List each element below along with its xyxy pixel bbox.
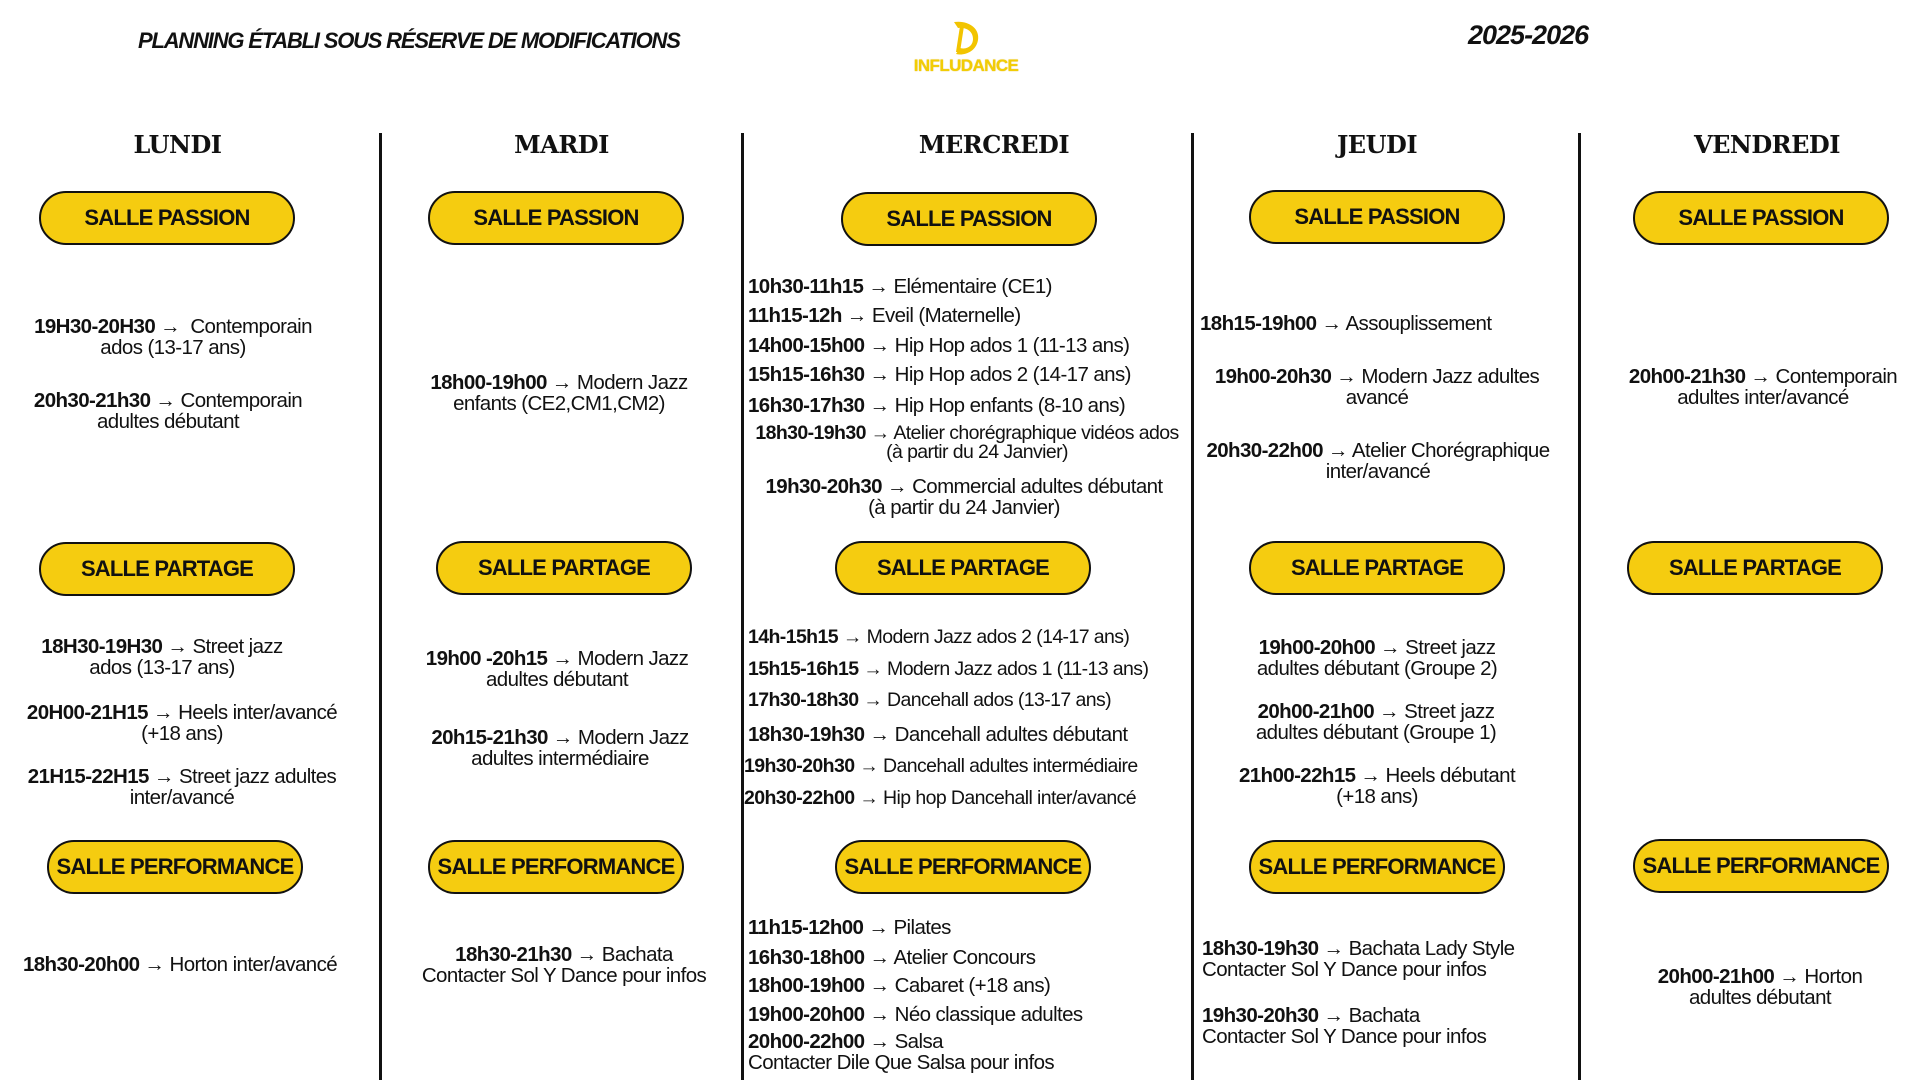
day-title: VENDREDI <box>1694 130 1840 159</box>
class-item: 11h15-12h → Eveil (Maternelle) <box>748 304 1021 327</box>
season-year: 2025-2026 <box>1468 20 1589 50</box>
room-performance: SALLE PERFORMANCE <box>1633 839 1889 893</box>
day-column-mardi <box>382 0 741 1080</box>
class-item: 15h15-16h30 → Hip Hop ados 2 (14-17 ans) <box>748 363 1131 386</box>
planning-disclaimer: PLANNING ÉTABLI SOUS RÉSERVE DE MODIFICATIONS <box>138 28 680 53</box>
class-item: 19H30-20H30 → Contemporain ados (13-17 ans) <box>34 315 312 359</box>
class-item: 18h30-19h30 → Bachata Lady Style Contacter Sol Y Dance pour infos <box>1202 937 1515 981</box>
room-partage: SALLE PARTAGE <box>1249 541 1505 595</box>
day-title: MERCREDI <box>918 130 1070 159</box>
class-item: 18h15-19h00 → Assouplissement <box>1200 312 1492 335</box>
room-performance: SALLE PERFORMANCE <box>1249 840 1505 894</box>
room-performance: SALLE PERFORMANCE <box>428 840 684 894</box>
class-item: 21H15-22H15 → Street jazz adultes inter/avancé <box>27 765 337 809</box>
class-item: 20h30-22h00 → Atelier Chorégraphique inter/avancé <box>1206 439 1550 483</box>
logo-text: INFLUDANCE <box>913 56 1019 75</box>
room-partage: SALLE PARTAGE <box>835 541 1091 595</box>
class-item: 19h30-20h30 → Bachata Contacter Sol Y Dance pour infos <box>1202 1004 1487 1048</box>
class-item: 19h00 -20h15 → Modern Jazz adultes débutant <box>425 647 689 691</box>
class-item: 16h30-17h30 → Hip Hop enfants (8-10 ans) <box>748 394 1126 417</box>
class-item: 20h00-21h00 → Horton adultes débutant <box>1657 965 1863 1009</box>
class-item: 19h00-20h00 → Néo classique adultes <box>748 1003 1083 1026</box>
class-item: 19h30-20h30 → Dancehall adultes intermédiaire <box>744 755 1138 777</box>
class-item: 14h00-15h00 → Hip Hop ados 1 (11-13 ans) <box>748 334 1130 357</box>
class-item: 15h15-16h15 → Modern Jazz ados 1 (11-13 ans) <box>748 658 1149 680</box>
class-item: 11h15-12h00 → Pilates <box>748 916 951 939</box>
class-item: 20h30-22h00 → Hip hop Dancehall inter/avancé <box>744 787 1137 809</box>
day-column-mercredi <box>744 0 1191 1080</box>
class-item: 18h30-19h30 → Atelier chorégraphique vidéos ados (à partir du 24 Janvier) <box>755 422 1179 463</box>
room-passion: SALLE PASSION <box>39 191 295 245</box>
room-passion: SALLE PASSION <box>1249 190 1505 244</box>
class-item: 19h00-20h30 → Modern Jazz adultes avancé <box>1214 365 1540 409</box>
day-title: LUNDI <box>133 130 222 159</box>
day-title: JEUDI <box>1336 130 1418 159</box>
class-item: 14h-15h15 → Modern Jazz ados 2 (14-17 ans) <box>748 626 1130 648</box>
class-item: 21h00-22h15 → Heels débutant (+18 ans) <box>1238 764 1516 808</box>
room-performance: SALLE PERFORMANCE <box>47 840 303 894</box>
class-item: 20h00-21h30 → Contemporain adultes inter/avancé <box>1628 365 1898 409</box>
class-item: 18H30-19H30 → Street jazz ados (13-17 ans) <box>41 635 283 679</box>
room-passion: SALLE PASSION <box>428 191 684 245</box>
day-column-vendredi <box>1581 0 1920 1080</box>
room-passion: SALLE PASSION <box>1633 191 1889 245</box>
class-item: 18h00-19h00 → Modern Jazz enfants (CE2,CM1,CM2) <box>430 371 688 415</box>
class-item: 19h00-20h00 → Street jazz adultes débutant (Groupe 2) <box>1256 636 1498 680</box>
class-item: 10h30-11h15 → Elémentaire (CE1) <box>748 275 1052 298</box>
class-item: 16h30-18h00 → Atelier Concours <box>748 946 1036 969</box>
room-passion: SALLE PASSION <box>841 192 1097 246</box>
room-partage: SALLE PARTAGE <box>39 542 295 596</box>
class-item: 20h00-22h00 → Salsa Contacter Dile Que Salsa pour infos <box>748 1030 1055 1074</box>
day-column-jeudi <box>1194 0 1578 1080</box>
room-partage: SALLE PARTAGE <box>436 541 692 595</box>
class-item: 20h15-21h30 → Modern Jazz adultes intermédiaire <box>431 726 689 770</box>
class-item: 18h00-19h00 → Cabaret (+18 ans) <box>748 974 1051 997</box>
day-column-lundi <box>0 0 379 1080</box>
class-item: 20h00-21h00 → Street jazz adultes débutant (Groupe 1) <box>1255 700 1497 744</box>
class-item: 20H00-21H15 → Heels inter/avancé (+18 ans) <box>26 701 338 745</box>
class-item: 18h30-21h30 → Bachata Contacter Sol Y Dance pour infos <box>421 943 707 987</box>
day-title: MARDI <box>514 130 609 159</box>
room-partage: SALLE PARTAGE <box>1627 541 1883 595</box>
class-item: 20h30-21h30 → Contemporain adultes débutant <box>33 389 303 433</box>
class-item: 17h30-18h30 → Dancehall ados (13-17 ans) <box>748 689 1112 711</box>
class-item: 18h30-19h30 → Dancehall adultes débutant <box>748 723 1128 746</box>
room-performance: SALLE PERFORMANCE <box>835 840 1091 894</box>
class-item: 19h30-20h30 → Commercial adultes débutant (à partir du 24 Janvier) <box>765 475 1163 519</box>
class-item: 18h30-20h00 → Horton inter/avancé <box>22 953 338 976</box>
